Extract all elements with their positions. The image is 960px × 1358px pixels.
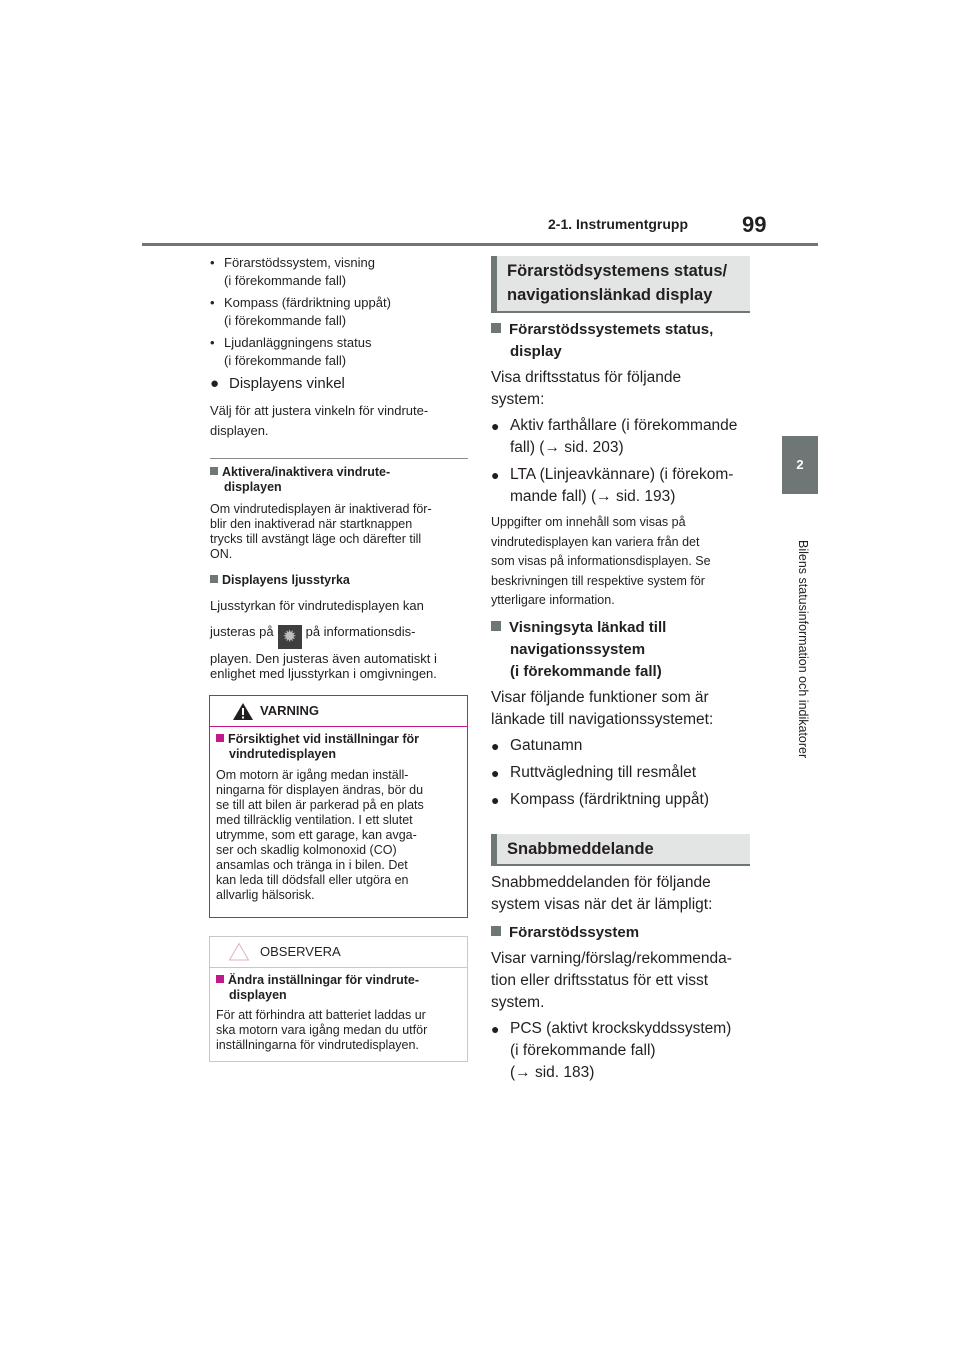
notice-heading: Ändra inställningar för vindrute- xyxy=(216,973,419,988)
body-text: Snabbmeddelanden för följande xyxy=(491,874,711,891)
warning-heading: Försiktighet vid inställningar för xyxy=(216,732,419,747)
heading-driver-assist: Förarstödssystem xyxy=(491,922,751,944)
warning-text: Om motorn är igång medan inställ- ningarna för displayen ändras, bör du se till att bilen är parkerad på en plats med tillräcklig ventilation. I ett slutet utrymme, som ett garage, kan avga- ser och skadlig kolmonoxid (CO) ansamlas och tränga in i bilen. Det kan leda till dödsfall eller utgöra en allvarlig hälsorisk. xyxy=(216,768,424,902)
warning-header xyxy=(210,696,467,727)
heading-nav-linked-3: (i förekommande fall) xyxy=(510,663,662,680)
sub-bullet: • Ljudanläggningens status (i förekommande fall) xyxy=(210,335,372,368)
gear-settings-icon: ✹ xyxy=(278,625,302,649)
body-text: system. xyxy=(491,994,545,1011)
notice-box xyxy=(209,936,468,1062)
angle-text-2: displayen. xyxy=(210,423,269,438)
heading-activate: Aktivera/inaktivera vindrute- xyxy=(210,465,468,480)
heading-nav-linked: Visningsyta länkad till xyxy=(491,617,751,639)
heading-system-status: Förarstödssystemets status, xyxy=(491,319,751,341)
warning-box xyxy=(209,695,468,918)
bullet-lta: ● LTA (Linjeavkännare) (i förekom- mande fall) (→ sid. 193) xyxy=(491,466,734,505)
divider xyxy=(210,458,468,459)
notice-text: För att förhindra att batteriet laddas ur ska motorn vara igång medan du utför inställningarna för vindrutedisplayen. xyxy=(216,1008,428,1052)
body-text: Visar varning/förslag/rekommenda- xyxy=(491,950,732,967)
warning-heading-2: vindrutedisplayen xyxy=(229,747,336,761)
activate-text: trycks till avstängt läge och därefter till xyxy=(210,532,422,546)
activate-text: ON. xyxy=(210,547,233,561)
activate-text: Om vindrutedisplayen är inaktiverad för- xyxy=(210,502,432,516)
header-rule xyxy=(142,243,818,246)
bullet-acc: ● Aktiv farthållare (i förekommande fall) (→ sid. 203) xyxy=(491,417,738,456)
body-text: system visas när det är lämpligt: xyxy=(491,896,713,913)
page-number: 99 xyxy=(742,212,767,237)
body-text: system: xyxy=(491,391,545,408)
brightness-text: Ljusstyrkan för vindrutedisplayen kan xyxy=(210,598,424,613)
brightness-text-with-icon: justeras på ✹ på informationsdis- xyxy=(210,622,468,649)
brightness-text: enlighet med ljusstyrkan i omgivningen. xyxy=(210,666,437,681)
angle-text-1: Välj för att justera vinkeln för vindrute- xyxy=(210,403,429,418)
notice-header xyxy=(210,937,467,968)
brightness-text: playen. Den justeras även automatiskt i xyxy=(210,651,437,666)
activate-text: blir den inaktiverad när startknappen xyxy=(210,517,413,531)
sub-bullet: • Kompass (färdriktning uppåt) (i förekommande fall) xyxy=(210,295,391,328)
warning-triangle-icon xyxy=(232,702,254,721)
heading-activate-2: displayen xyxy=(224,480,282,494)
heading-nav-linked-2: navigationssystem xyxy=(510,641,646,658)
chapter-tab xyxy=(782,436,818,494)
notice-heading-2: displayen xyxy=(229,988,287,1002)
section-heading-status: Förarstödsystemens status/ navigationslänkad display xyxy=(491,256,750,313)
bullet-pcs: ● PCS (aktivt krockskyddssystem) (i förekommande fall) (→ sid. 183) xyxy=(491,1020,732,1081)
heading-system-status-2: display xyxy=(510,343,562,360)
section-title: 2-1. Instrumentgrupp xyxy=(548,216,689,232)
section-heading-quick-message: Snabbmeddelande xyxy=(491,834,750,866)
warning-title: VARNING xyxy=(260,703,319,718)
body-text: länkade till navigationssystemet: xyxy=(491,711,714,728)
notice-triangle-icon xyxy=(228,942,250,961)
body-text: tion eller driftsstatus för ett visst xyxy=(491,972,709,989)
body-text: Visar följande funktioner som är xyxy=(491,689,709,706)
sub-bullet: • Förarstödssystem, visning (i förekommande fall) xyxy=(210,255,375,288)
info-text: Uppgifter om innehåll som visas på vindrutedisplayen kan variera från det som visas på informationsdisplayen. Se beskrivningen till respektive system för ytterligare information. xyxy=(491,515,711,607)
body-text: Visa driftsstatus för följande xyxy=(491,369,682,386)
chapter-title: Bilens statusinformation och indikatorer xyxy=(796,540,810,759)
heading-brightness: Displayens ljusstyrka xyxy=(210,573,468,588)
chapter-number: 2 xyxy=(796,457,804,472)
notice-title: OBSERVERA xyxy=(260,944,341,959)
